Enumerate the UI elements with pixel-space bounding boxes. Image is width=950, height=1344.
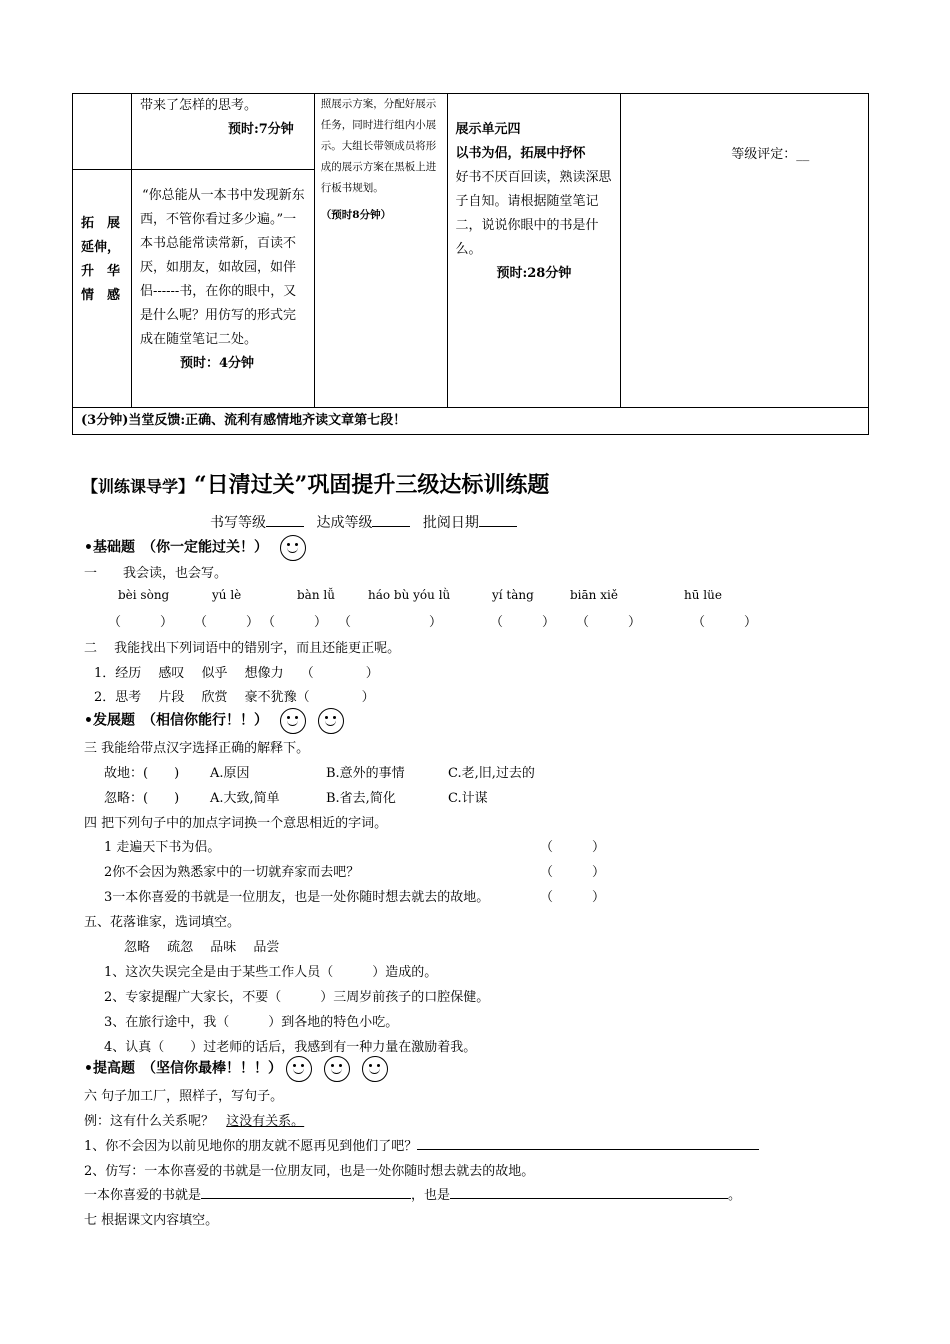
smiley-icon bbox=[324, 1056, 350, 1082]
reach-grade-blank[interactable] bbox=[372, 526, 410, 527]
q3-word: 忽略：( ) bbox=[104, 791, 180, 806]
table-cell-empty bbox=[73, 94, 132, 170]
label-line: 拓 展 bbox=[81, 216, 121, 231]
q4-item: 2你不会因为熟悉家中的一切就弃家而去吧？ bbox=[104, 865, 360, 880]
q6-title: 六 句子加工厂，照样子，写句子。 bbox=[84, 1089, 284, 1104]
example-label: 例：这有什么关系呢？ bbox=[84, 1114, 215, 1129]
q1-title: 一 我会读，也会写。 bbox=[84, 566, 228, 581]
q5-words: 忽略 疏忽 品味 品尝 bbox=[124, 940, 280, 955]
cell-time: 预时:7分钟 bbox=[227, 122, 294, 137]
pinyin-4: háo bù yóu lǜ bbox=[368, 588, 451, 602]
review-date-blank[interactable] bbox=[479, 526, 517, 527]
pinyin-5: yí tàng bbox=[492, 588, 534, 602]
answer-bracket[interactable]: （ ） bbox=[338, 615, 443, 630]
answer-bracket[interactable]: （ ） bbox=[576, 615, 642, 630]
reach-grade-label: 达成等级 bbox=[316, 515, 373, 531]
answer-bracket[interactable]: （ ） bbox=[540, 865, 606, 880]
answer-line[interactable] bbox=[450, 1198, 728, 1199]
smiley-icon bbox=[280, 708, 306, 734]
q6-item2: 2、仿写：一本你喜爱的书就是一位朋友同，也是一处你随时想去就去的故地。 bbox=[84, 1164, 535, 1179]
label-line: 情 感 bbox=[81, 288, 121, 303]
pinyin-1: bèi sòng bbox=[118, 588, 170, 602]
pinyin-7: hū lüe bbox=[684, 588, 722, 602]
answer-bracket[interactable]: （ ） bbox=[490, 615, 556, 630]
cell-title: 展示单元四 bbox=[455, 122, 521, 137]
q6-example bbox=[84, 1110, 304, 1129]
label-line: 延伸， bbox=[81, 240, 121, 255]
smiley-icon bbox=[280, 535, 306, 561]
answer-bracket[interactable]: （ ） bbox=[540, 840, 606, 855]
q3-option: B.意外的事情 bbox=[326, 766, 405, 781]
section-develop bbox=[84, 708, 344, 734]
item-text: 1、你不会因为以前见地你的朋友就不愿再见到他们了吧？ bbox=[84, 1139, 418, 1154]
heading-title: “日清过关”巩固提升三级达标训练题 bbox=[194, 472, 550, 498]
pinyin-3: bàn lǚ bbox=[297, 588, 335, 602]
table-cell bbox=[131, 94, 314, 170]
grade-line bbox=[210, 512, 517, 532]
review-date-label: 批阅日期 bbox=[422, 515, 479, 531]
answer-bracket[interactable]: （ ） bbox=[692, 615, 758, 630]
q4-title: 四 把下列句子中的加点字词换一个意思相近的字词。 bbox=[84, 816, 388, 831]
q5-item: 1、这次失误完全是由于某些工作人员（ ）造成的。 bbox=[104, 965, 438, 980]
cell-time: （预时8分钟） bbox=[320, 209, 392, 221]
fill-text: 一本你喜爱的书就是 bbox=[84, 1188, 202, 1203]
q2-line: 2．思考 片段 欣赏 豪不犹豫（ ） bbox=[94, 690, 375, 705]
q5-item: 2、专家提醒广大家长，不要（ ）三周岁前孩子的口腔保健。 bbox=[104, 990, 490, 1005]
page-heading bbox=[82, 468, 549, 499]
q3-option: A.原因 bbox=[210, 766, 250, 781]
answer-line[interactable] bbox=[417, 1149, 759, 1150]
section-basic bbox=[84, 535, 306, 561]
answer-bracket[interactable]: （ ） bbox=[194, 615, 260, 630]
section-improve bbox=[84, 1056, 388, 1082]
fill-text: ，也是 bbox=[411, 1188, 451, 1203]
table-cell bbox=[314, 94, 447, 408]
q6-item2-fill bbox=[84, 1184, 741, 1203]
write-grade-blank[interactable] bbox=[266, 526, 304, 527]
cell-subtitle: 以书为侣，拓展中抒怀 bbox=[455, 146, 586, 161]
cell-text: “你总能从一本书中发现新东西，不管你看过多少遍。”一本书总能常读常新，百读不厌，如朋友，如故园，如伴侣------书，在你的眼中，又是什么呢？用仿写的形式完成在随堂笔记二处。 bbox=[139, 188, 305, 347]
cell-text: 带来了怎样的思考。 bbox=[139, 98, 257, 113]
q3-title: 三 我能给带点汉字选择正确的解释下。 bbox=[84, 741, 310, 756]
grade-evaluation: 等级评定：__ bbox=[731, 147, 810, 162]
smiley-icon bbox=[318, 708, 344, 734]
q5-item: 4、认真（ ）过老师的话后，我感到有一种力量在激励着我。 bbox=[104, 1040, 477, 1055]
table-footer: (3分钟)当堂反馈:正确、流利有感情地齐读文章第七段！ bbox=[73, 408, 869, 435]
table-cell bbox=[447, 94, 621, 408]
smiley-icon bbox=[362, 1056, 388, 1082]
heading-prefix: 【训练课导学】 bbox=[82, 477, 195, 496]
q5-title: 五、花落谁家，选词填空。 bbox=[84, 915, 241, 930]
table-cell-label bbox=[73, 170, 132, 408]
cell-text: 好书不厌百回读，熟读深思子自知。请根据随堂笔记二，说说你眼中的书是什么。 bbox=[455, 170, 612, 257]
answer-line[interactable] bbox=[201, 1198, 411, 1199]
q4-item: 3一本你喜爱的书就是一位朋友，也是一处你随时想去就去的故地。 bbox=[104, 890, 490, 905]
q3-word: 故地：( ) bbox=[104, 766, 180, 781]
answer-bracket[interactable]: （ ） bbox=[262, 615, 328, 630]
pinyin-6: biān xiě bbox=[570, 588, 618, 602]
label-line: 升 华 bbox=[81, 264, 121, 279]
section-title: •发展题 （相信你能行！！） bbox=[84, 712, 268, 729]
table-cell bbox=[131, 170, 314, 408]
pinyin-2: yú lè bbox=[212, 588, 242, 602]
q2-line: 1．经历 感叹 似乎 想像力 （ ） bbox=[94, 666, 379, 681]
fill-text: 。 bbox=[728, 1188, 742, 1203]
answer-bracket[interactable]: （ ） bbox=[108, 615, 174, 630]
write-grade-label: 书写等级 bbox=[210, 515, 266, 531]
q3-option: A.大致,简单 bbox=[210, 791, 280, 806]
section-title: •提高题 （坚信你最棒！！！） bbox=[84, 1060, 282, 1077]
smiley-icon bbox=[286, 1056, 312, 1082]
cell-time: 预时：4分钟 bbox=[179, 356, 254, 371]
section-title: •基础题 （你一定能过关！） bbox=[84, 539, 268, 556]
q2-title: 二 我能找出下列词语中的错别字，而且还能更正呢。 bbox=[84, 641, 401, 656]
q3-option: C.计谋 bbox=[448, 791, 488, 806]
q4-item: 1 走遍天下书为侣。 bbox=[104, 840, 221, 855]
q5-item: 3、在旅行途中，我（ ）到各地的特色小吃。 bbox=[104, 1015, 399, 1030]
cell-time: 预时:28分钟 bbox=[496, 266, 572, 281]
q6-item1 bbox=[84, 1135, 759, 1154]
table-cell bbox=[621, 94, 869, 408]
q3-option: B.省去,简化 bbox=[326, 791, 396, 806]
q7-title: 七 根据课文内容填空。 bbox=[84, 1213, 219, 1228]
answer-bracket[interactable]: （ ） bbox=[540, 890, 606, 905]
example-answer: 这没有关系。 bbox=[226, 1114, 305, 1129]
q3-option: C.老,旧,过去的 bbox=[448, 766, 535, 781]
lesson-plan-table bbox=[72, 93, 869, 435]
cell-text: 照展示方案，分配好展示任务，同时进行组内小展示。大组长带领成员将形成的展示方案在黑板上进行板书规划。 bbox=[320, 98, 437, 194]
